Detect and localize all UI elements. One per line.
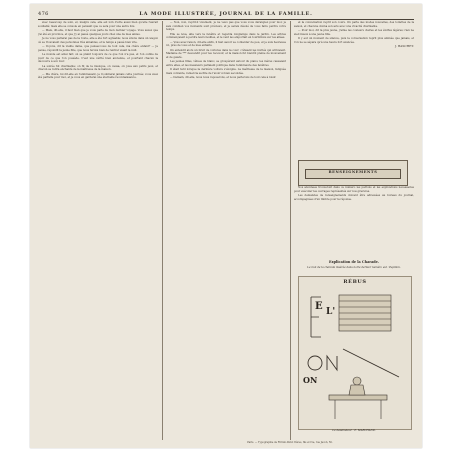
paragraph: On entendit alors un bruit de voitures dans la cour; c'étaient les invités qui arrivaient. Madame de *** descendit pour les recevoir, et la maison fut bientôt pleine de mouvement et de gaieté. (166, 48, 286, 59)
paragraph: — Non, non, reprit-il vivement, je ne veux pas que vous vous dérangiez pour moi; je sais combien vos moments sont précieux, et je serais désolé de vous faire perdre votre temps. (166, 21, 286, 31)
paragraph: Les demandes de renseignements doivent être adressées au bureau du journal, accompagnées d'un timbre pour la réponse. (294, 194, 414, 201)
column-divider (290, 21, 291, 440)
paragraph: — Pour moi, dit la plus jeune, j'aime les couleurs claires et les étoffes légères; rien ne sied mieux à une jeune fille. (294, 29, 414, 36)
journal-page (30, 4, 422, 448)
paragraph: — Ma chère, lui dit-elle en l'embrassant, je n'oublierai jamais cette journée; vous avez été parfaite pour moi, et je vous en garderai une éternelle reconnaissance. (38, 72, 158, 79)
paragraph: Il était tard lorsque la dernière voiture s'éloigna. La maîtresse de la maison, fatiguée mais contente, remercia sa fille de l'avoir si bien secondée. (166, 68, 286, 75)
paragraph: et la conversation reprit son cours. On parla des modes nouvelles, des toilettes de la saison, et chacune donna son avis avec une vivacité charmante. (294, 21, 414, 28)
paragraph: Nos abonnées trouveront dans ce numéro les patrons et les explications nécessaires pour exécuter les ouvrages représentés sur nos gravures. (294, 186, 414, 193)
journal-title: LA MODE ILLUSTRÉE, JOURNAL DE LA FAMILLE. (139, 10, 313, 17)
paragraph: avec beaucoup de soin, et, malgré cela, elle est loin d'être aussi bien qu'elle l'aurait souhaité; mais elle se console en pensant que ce sera pour une autre fois. (38, 21, 158, 28)
page-header (38, 9, 414, 18)
rebus-caption: Le dessinateur : E. MARCHAND. (332, 429, 376, 432)
paragraph: Les jeunes filles, vêtues de blanc, se groupèrent autour du piano; les mères causaient entre elles, et les messieurs parlaient politique dans l'embrasure des fenêtres. (166, 60, 286, 67)
paragraph: — Voyons, dit la vieille dame, que pensez-vous de tout cela, ma chère enfant? — Je pense, répondit la jeune fille, que nous ferons bien de rentrer avant la nuit. (38, 45, 158, 52)
rebus-cabinet (339, 295, 391, 331)
text-column-2 (166, 21, 286, 440)
rebus-figure (329, 377, 387, 419)
column-divider (162, 21, 163, 440)
page-number: 476 (38, 10, 49, 17)
column-3-text (294, 21, 414, 138)
information-text (294, 186, 414, 236)
paragraph: Je ne vous parlerai pas de la route, elle a été fort agréable; nous étions dans un wagon où se trouvaient des personnes très aimables, et le temps a passé bien vite. (38, 37, 158, 44)
author-signature: J. BASCHET. (395, 44, 414, 48)
paragraph: La soirée fut charmante; on fit de la musique, on causa, on joua aux petits jeux, et chacun se retira enchanté de la maîtresse de la maison. (38, 64, 158, 71)
ornamental-vignette (298, 160, 408, 186)
rebus-title: RÉBUS (343, 279, 367, 285)
rebus-letter-l: L' (326, 307, 336, 317)
rebus-on-shape (308, 349, 399, 377)
paragraph: — Demain, dit-elle, nous nous reposerons, et nous parlerons de tout cela à loisir. (170, 76, 277, 79)
paragraph: Il y eut un moment de silence, puis la conversation reprit plus animée que jamais, et l'on ne se sépara qu'à une heure fort avancée. (294, 37, 414, 44)
paragraph: Elle se leva, alla vers la fenêtre et regarda longtemps dans le jardin. Les arbres commençaient à perdre leurs feuilles, et le vent les emportait en tourbillons sur les allées. (166, 32, 286, 39)
paragraph: Le monde est ainsi fait; on se plaint toujours de ce que l'on n'a pas, et l'on oublie de jouir de ce que l'on possède. C'est une vérité bien ancienne, et pourtant chacun la découvre à son tour. (38, 53, 158, 63)
rebus-illustration (298, 276, 412, 430)
section-title: Explication de la Charade. (328, 260, 379, 264)
header-rule (38, 19, 414, 20)
rebus-letter-on: ON (303, 375, 318, 385)
rebus-drawing (299, 277, 411, 429)
printer-footer: Paris. — Typographie de Firmin-Didot frères, fils et Cie, rue Jacob, 56. (247, 441, 333, 444)
text-column-1 (38, 21, 158, 440)
vignette-label: RENSEIGNEMENTS (328, 170, 378, 174)
paragraph: — Mais, dit-elle, il faut bien que je vous parle de mon dernier voyage. Vous savez que j'ai été en province, et que j'y ai passé quelques jours chez une de mes amies. (38, 29, 158, 36)
paragraph: — Vous avez raison, dit-elle enfin, il faut savoir se contenter de peu, et je suis heureuse ici, près de vous et de mes enfants. (166, 40, 286, 47)
section-note: Le mot de la charade insérée dans notre dernier numéro est : Papillon. (307, 266, 401, 269)
rebus-letter-e: E (315, 301, 323, 312)
